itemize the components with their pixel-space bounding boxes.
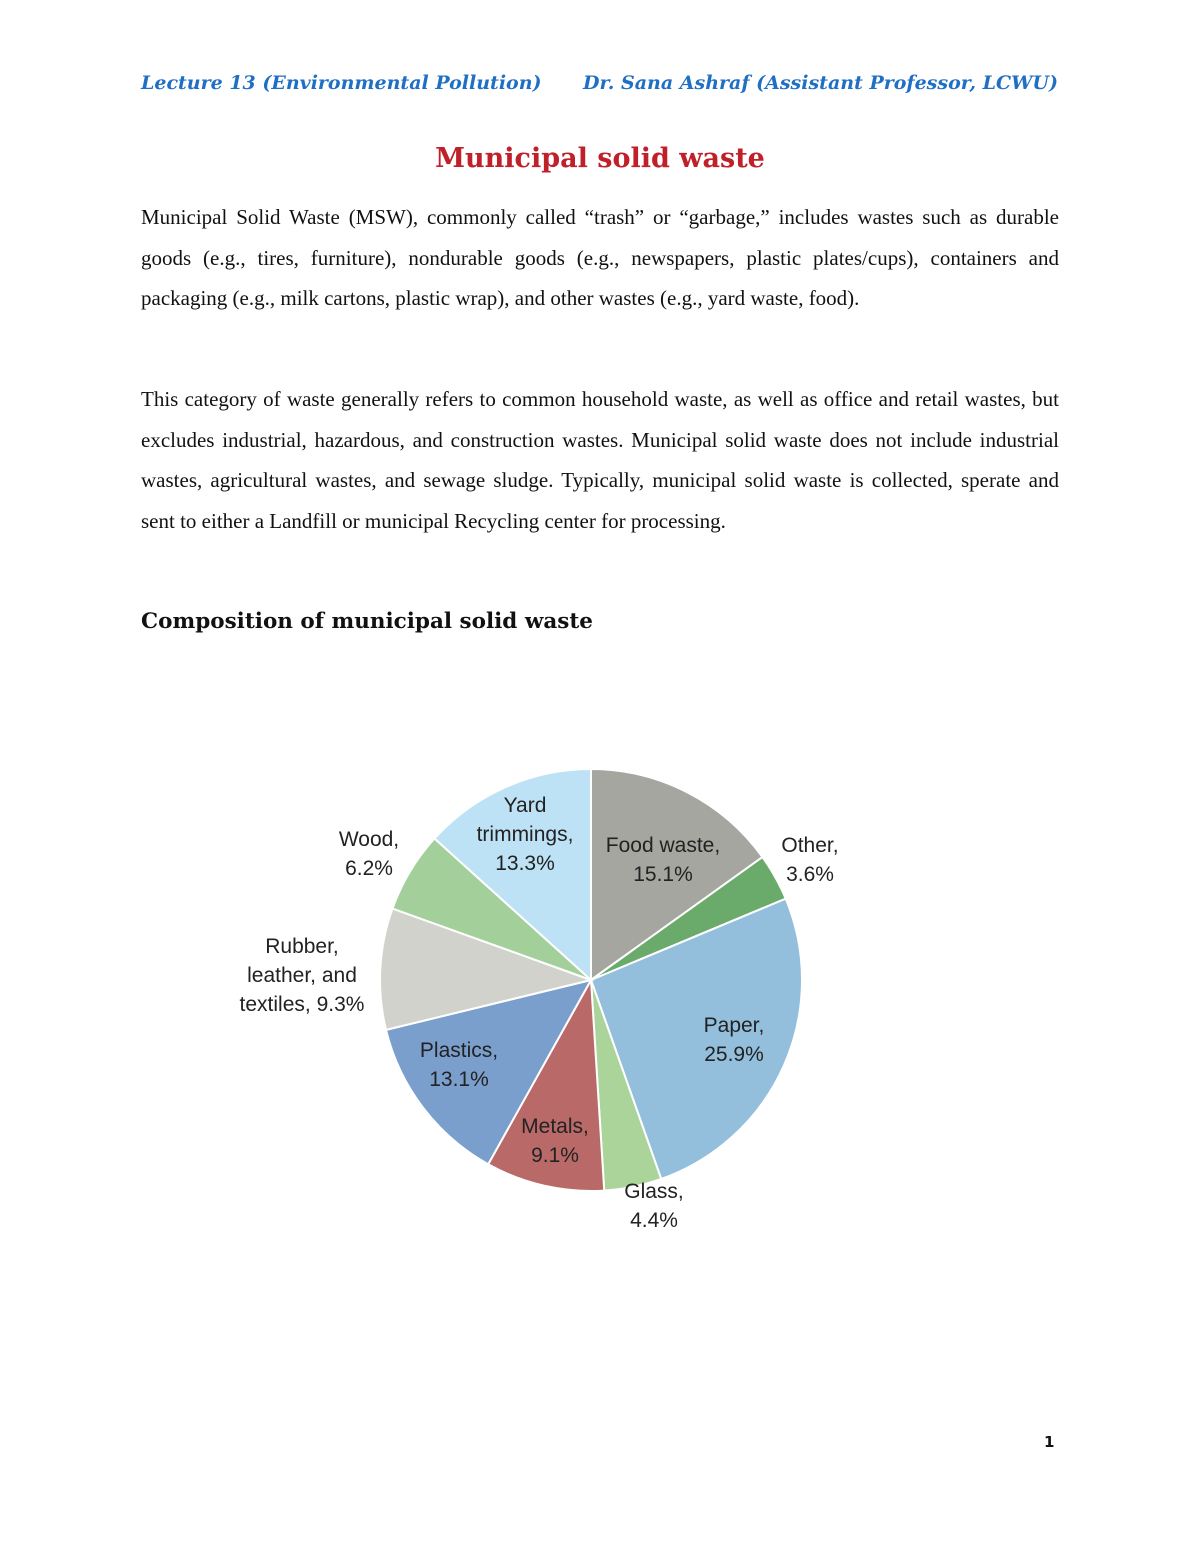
section-heading-composition: Composition of municipal solid waste: [141, 609, 593, 634]
page-title: Municipal solid waste: [435, 143, 765, 174]
pie-slice-label: Food waste, 15.1%: [605, 834, 721, 886]
header-lecture-title: Lecture 13 (Environmental Pollution): [141, 72, 542, 94]
paragraph-msw-scope: This category of waste generally refers to common household waste, as well as office and retail wastes, but excludes industrial, hazardous, and construction wastes. Municipal solid waste does not include industrial wastes, agricultural wastes, and sewage sludge. Typically, municipal solid waste is collected, sperate and sent to either a Landfill or municipal Recycling center for processing.: [141, 387, 1059, 533]
pie-slice-label: Glass, 4.4%: [624, 1180, 684, 1232]
pie-slice-label: Rubber, leather, and textiles, 9.3%: [239, 935, 365, 1016]
pie-slice-label: Metals, 9.1%: [521, 1115, 589, 1167]
header-author: Dr. Sana Ashraf (Assistant Professor, LCWU): [583, 72, 1058, 94]
paragraph-msw-definition: Municipal Solid Waste (MSW), commonly called “trash” or “garbage,” includes wastes such as durable goods (e.g., tires, furniture), nondurable goods (e.g., newspapers, plastic plates/cups), containers and packaging (e.g., milk cartons, plastic wrap), and other wastes (e.g., yard waste, food).: [141, 205, 1059, 310]
page-number: 1: [1044, 1433, 1055, 1451]
pie-slice-label: Other, 3.6%: [781, 834, 839, 886]
pie-slice-label: Plastics, 13.1%: [419, 1039, 499, 1091]
pie-slice-label: Paper, 25.9%: [703, 1014, 765, 1066]
pie-slice-label: Yard trimmings, 13.3%: [476, 794, 574, 875]
pie-slice-label: Wood, 6.2%: [338, 828, 400, 880]
